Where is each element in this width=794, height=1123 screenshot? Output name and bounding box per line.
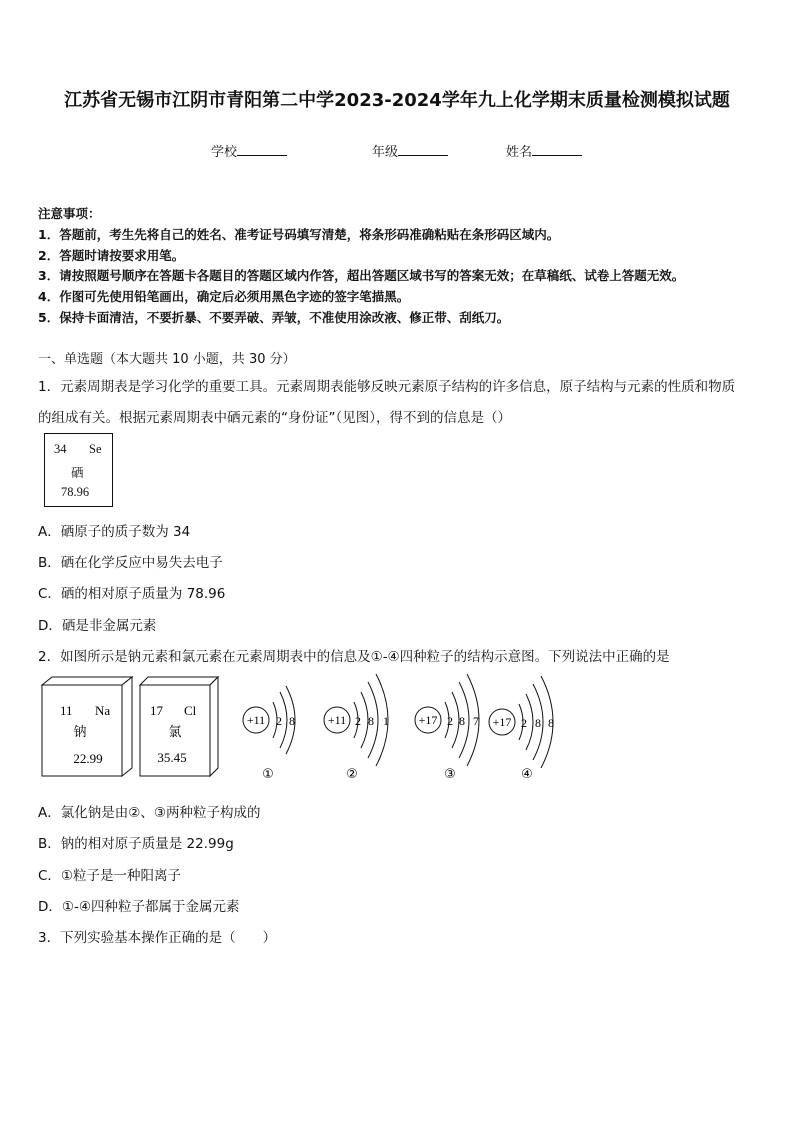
shell-electrons: 2: [276, 714, 282, 728]
particle-diagram-2: [324, 674, 389, 782]
element-name: 硒: [71, 465, 84, 480]
section-heading: 一、单选题（本大题共 10 小题，共 30 分）: [38, 352, 296, 367]
q1-option-b[interactable]: B．硒在化学反应中易失去电子: [38, 555, 223, 571]
selenium-element-card: [44, 433, 113, 507]
particle-label: ④: [521, 767, 533, 782]
notice-heading: 注意事项：: [38, 206, 101, 221]
shell-electrons: 8: [548, 716, 554, 730]
grade-label: 年级: [372, 145, 399, 160]
nucleus-charge: +11: [246, 713, 266, 727]
nucleus-charge: +17: [492, 715, 512, 729]
shell-electrons: 8: [289, 714, 295, 728]
shell-electrons: 1: [383, 714, 389, 728]
notice-item: 3．请按照题号顺序在答题卡各题目的答题区域内作答，超出答题区域书写的答案无效；在草稿纸、试卷上答题无效。: [38, 268, 685, 283]
q1-option-d[interactable]: D．硒是非金属元素: [38, 618, 157, 634]
particle-label: ③: [444, 767, 456, 782]
q2-option-d[interactable]: D．①-④四种粒子都属于金属元素: [38, 899, 240, 915]
grade-blank[interactable]: [398, 142, 448, 156]
card-mass: 22.99: [73, 751, 103, 766]
q2-option-a[interactable]: A．氯化钠是由②、③两种粒子构成的: [38, 805, 261, 821]
notice-item: 1．答题前，考生先将自己的姓名、准考证号码填写清楚，将条形码准确粘贴在条形码区域内。: [38, 227, 560, 242]
particle-label: ②: [346, 767, 358, 782]
sodium-element-card: [42, 677, 132, 776]
name-label: 姓名: [506, 145, 533, 160]
nucleus-charge: +17: [418, 713, 438, 727]
q2-stem: 2．如图所示是钠元素和氯元素在元素周期表中的信息及①-④四种粒子的结构示意图。下列说法中正确的是: [38, 649, 670, 665]
notice-item: 2．答题时请按要求用笔。: [38, 248, 185, 263]
nucleus-charge: +11: [327, 713, 347, 727]
particle-diagram-1: [243, 686, 295, 782]
card-symbol: Na: [95, 703, 111, 718]
q3-stem: 3．下列实验基本操作正确的是（ ）: [38, 930, 277, 946]
q1-stem-line1: 1．元素周期表是学习化学的重要工具。元素周期表能够反映元素原子结构的许多信息，原子结构与元素的性质和物质: [38, 379, 736, 395]
school-label: 学校: [211, 145, 238, 160]
shell-electrons: 2: [355, 714, 361, 728]
shell-electrons: 7: [473, 714, 479, 728]
card-name: 氯: [168, 725, 182, 740]
element-number: 34: [54, 442, 67, 456]
chlorine-element-card: [140, 677, 218, 776]
name-field: [506, 141, 582, 160]
card-number: 11: [60, 703, 73, 718]
grade-field: [372, 141, 448, 160]
particle-diagram-3: [415, 674, 479, 782]
card-name: 钠: [73, 725, 87, 740]
shell-electrons: 8: [459, 714, 465, 728]
card-number: 17: [150, 703, 163, 718]
school-field: [211, 141, 287, 160]
notice-item: 4．作图可先使用铅笔画出，确定后必须用黑色字迹的签字笔描黑。: [38, 289, 410, 304]
particle-diagram-4: [489, 676, 554, 782]
shell-electrons: 8: [535, 716, 541, 730]
element-symbol: Se: [89, 442, 102, 456]
card-symbol: Cl: [184, 703, 197, 718]
notice-item: 5．保持卡面清洁，不要折暴、不要弄破、弄皱，不准使用涂改液、修正带、刮纸刀。: [38, 310, 510, 325]
card-mass: 35.45: [157, 750, 187, 765]
q1-option-c[interactable]: C．硒的相对原子质量为 78.96: [38, 586, 226, 602]
name-blank[interactable]: [532, 142, 582, 156]
particle-label: ①: [262, 767, 274, 782]
q2-option-b[interactable]: B．钠的相对原子质量是 22.99g: [38, 836, 234, 852]
q1-option-a[interactable]: A．硒原子的质子数为 34: [38, 524, 191, 540]
q2-figure: [0, 670, 794, 790]
shell-electrons: 8: [368, 714, 374, 728]
shell-electrons: 2: [521, 716, 527, 730]
exam-title: 江苏省无锡市江阴市青阳第二中学2023-2024学年九上化学期末质量检测模拟试题: [64, 90, 730, 111]
q2-option-c[interactable]: C．①粒子是一种阳离子: [38, 868, 182, 884]
q1-stem-line2: 的组成有关。根据元素周期表中硒元素的“身份证”（见图），得不到的信息是（）: [38, 410, 511, 426]
shell-electrons: 2: [447, 714, 453, 728]
element-mass: 78.96: [61, 485, 90, 499]
school-blank[interactable]: [237, 142, 287, 156]
